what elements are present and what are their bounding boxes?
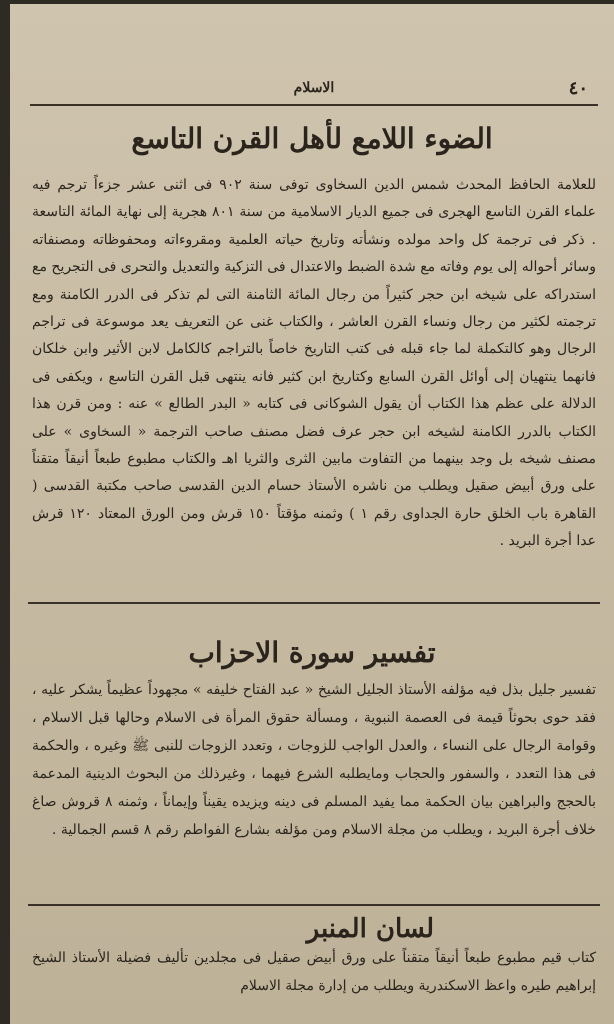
section-title-lisan-alminbar: لسان المنبر — [306, 914, 434, 944]
section-title-daw-allami: الضوء اللامع لأهل القرن التاسع — [131, 122, 493, 155]
section-divider — [28, 904, 600, 906]
page-number: ٤٠ — [568, 78, 588, 99]
magazine-page — [10, 4, 614, 1024]
section-title-tafsir-ahzab: تفسير سورة الاحزاب — [188, 636, 436, 669]
paragraph: للعلامة الحافظ المحدث شمس الدين السخاوى توفى سنة ٩٠٢ فى اثنى عشر جزءاً ترجم فيه علماء القرن التاسع الهجرى فى جميع الديار الاسلامية من سنة ٨٠١ هجرية إلى نهاية المائة التاسعة . ذكر فى ترجمة كل واحد مولده ونشأته وتاريخ حياته العلمية ومقروءاته ومحفوظاته ومصنفاته وسائر أحواله إلى يوم وفاته مع شدة الضبط والاعتدال فى التزكية والتعديل والتحرى فى التجريح مع استدراكه على شيخه ابن حجر كثيراً من رجال المائة الثامنة التى لم تذكر فى الدرر الكامنة ومع ترجمته لكثير من رجال ونساء القرن العاشر ، والكتاب غنى عن التعريف يعد موسوعة فى تراجم الرجال وهو كالتكملة لما جاء قبله فى كتب التاريخ خاصاً بالتراجم كالكامل لابن الأثير وابن خلكان فانهما ينتهيان إلى أوائل القرن السابع وكتاريخ ابن كثير فانه ينتهى قبل القرن التاسع ، ويكفى فى الدلالة على عظم هذا الكتاب أن يقول الشوكانى فى كتابه « البدر الطالع » عنه : ومن قرن هذا الكتاب بالدرر الكامنة لشيخه ابن حجر عرف فضل مصنف صاحب الترجمة « السخاوى » على مصنف شيخه بل وجد بينهما من التفاوت مابين الثرى والثريا اهـ والكتاب مطبوع طبعاً أنيقاً متقناً على ورق أبيض صقيل ويطلب من ناشره الأستاذ حسام الدين القدسى صاحب مكتبة القدسى ( القاهرة باب الخلق حارة الجداوى رقم ١ ) وثمنه مؤقتاً ١٥٠ قرش ومن الورق المعتاد ١٢٠ قرش عدا أجرة البريد . — [32, 177, 596, 550]
section-divider — [28, 602, 600, 604]
running-title: الاسلام — [293, 80, 335, 96]
section-body-tafsir-ahzab — [32, 676, 596, 844]
paragraph: تفسير جليل بذل فيه مؤلفه الأستاذ الجليل الشيخ « عبد الفتاح خليفه » مجهوداً عظيماً يشكر عليه ، فقد حوى بحوثاً قيمة فى العصمة النبوية ، ومسألة حقوق المرأة فى الاسلام وحالها قبل الاسلام ، وقوامة الرجال على النساء ، والعدل الواجب للزوجات ، وتعدد الزوجات للنبى ﷺ وغيره ، والحكمة فى هذا التعدد ، والسفور والحجاب ومايطلبه الشرع فيهما ، وغيرذلك من البحوث الدينية المدعمة بالحجج والبراهين بيان الحكمة مما يفيد المسلم فى دينه ويزيده يقيناً وإيماناً ، وثمنه ٨ قروش صاغ خلاف أجرة البريد ، ويطلب من مجلة الاسلام ومن مؤلفه بشارع الفواطم رقم ٨ قسم الجمالية . — [32, 682, 596, 838]
page-header — [30, 78, 598, 106]
section-body-lisan-alminbar — [32, 944, 596, 1000]
paragraph: كتاب قيم مطبوع طبعاً أنيقاً متقناً على ورق أبيض صقيل فى مجلدين تأليف فضيلة الأستاذ الشيخ إبراهيم طيره واعظ الاسكندرية ويطلب من إدارة مجلة الاسلام — [32, 950, 596, 994]
section-body-daw-allami — [32, 172, 596, 556]
